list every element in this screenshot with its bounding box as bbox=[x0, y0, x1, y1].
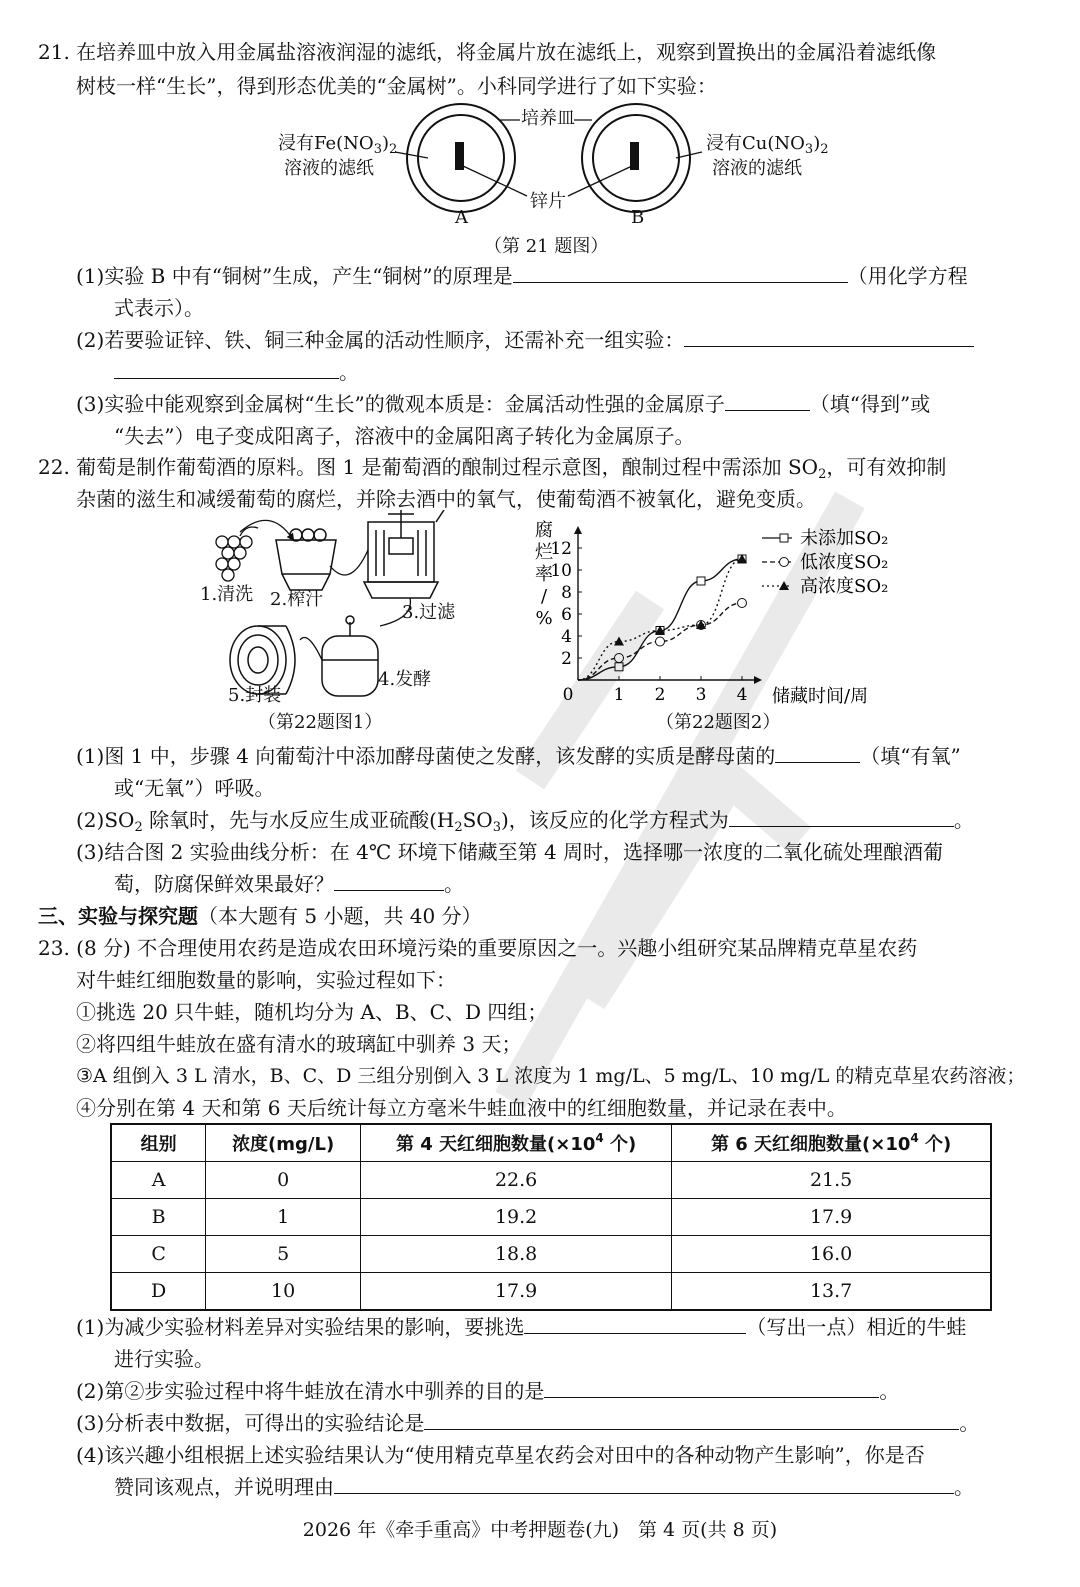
page-footer: 2026 年《牵手重高》中考押题卷(九) 第 4 页(共 8 页) bbox=[302, 1519, 778, 1541]
q22-p1-cont: 或“无氧”）呼吸。 bbox=[114, 776, 275, 800]
q23-p1-cont: 进行实验。 bbox=[114, 1347, 214, 1371]
cell-day4: 22.6 bbox=[361, 1162, 672, 1199]
y-axis-label-char: 腐 bbox=[535, 520, 553, 541]
q23-step4: ④分别在第 4 天和第 6 天后统计每立方毫米牛蛙血液中的红细胞数量，并记录在表中。 bbox=[76, 1096, 847, 1120]
q21-p1: (1)实验 B 中有“铜树”生成，产生“铜树”的原理是 （用化学方程 bbox=[76, 264, 968, 288]
fermenter-icon bbox=[322, 616, 378, 696]
q22-p3-blank[interactable] bbox=[334, 870, 444, 891]
q22-p2-blank[interactable] bbox=[729, 806, 954, 827]
q23-p3-blank[interactable] bbox=[424, 1409, 959, 1430]
th-group: 组别 bbox=[111, 1124, 206, 1162]
cell-group: B bbox=[111, 1199, 206, 1236]
q23-p4: (4)该兴趣小组根据上述实验结果认为“使用精克草星农药会对田中的各种动物产生影响”，你是否 bbox=[76, 1443, 925, 1467]
th-concentration: 浓度(mg/L) bbox=[206, 1124, 361, 1162]
juicer-icon bbox=[276, 529, 336, 590]
y-tick-label: 8 bbox=[561, 583, 572, 603]
cell-day6: 13.7 bbox=[672, 1273, 991, 1311]
q21-stem-line2: 树枝一样“生长”，得到形态优美的“金属树”。小科同学进行了如下实验： bbox=[76, 74, 717, 98]
cell-day6: 16.0 bbox=[672, 1236, 991, 1273]
y-axis-label-char: 率 bbox=[535, 564, 553, 585]
y-tick-label: 4 bbox=[561, 627, 572, 647]
q23-p3: (3)分析表中数据，可得出的实验结论是 。 bbox=[76, 1411, 980, 1435]
fig21-label-b: B bbox=[631, 207, 645, 228]
q22-p2: $(2)SO_2$ 除氧时，先与水反应生成亚硫酸$(H_2SO_3)$，该反应的化学方程式为 。 bbox=[76, 808, 974, 835]
point-triangle bbox=[614, 637, 624, 646]
fig22-1-step5: 5.封装 bbox=[228, 685, 282, 706]
q21-p2-blank[interactable] bbox=[684, 326, 974, 347]
legend-square bbox=[780, 534, 788, 542]
fig21-zinc-label: 锌片 bbox=[530, 191, 566, 212]
cell-day4: 18.8 bbox=[361, 1236, 672, 1273]
q21-p1-cont: 式表示）。 bbox=[114, 296, 204, 320]
cell-concentration: 5 bbox=[206, 1236, 361, 1273]
cell-concentration: 10 bbox=[206, 1273, 361, 1311]
fig21-right-label: 浸有$Cu(NO_3)_2$ bbox=[706, 133, 829, 157]
y-tick-label: 2 bbox=[561, 649, 572, 669]
cell-day6: 21.5 bbox=[672, 1162, 991, 1199]
q21-p2-cont: 。 bbox=[114, 358, 359, 386]
x-axis-label: 储藏时间/周 bbox=[772, 686, 869, 707]
fig22-1-caption: （第22题图1） bbox=[258, 712, 383, 733]
q21-p2: (2)若要验证锌、铁、铜三种金属的活动性顺序，还需补充一组实验： bbox=[76, 326, 974, 354]
x-tick-label: 2 bbox=[654, 685, 666, 705]
q21-p3-blank[interactable] bbox=[725, 390, 810, 411]
fig21-left-label2: 溶液的滤纸 bbox=[284, 158, 374, 179]
q23-p1-blank[interactable] bbox=[524, 1313, 746, 1334]
point-circle bbox=[656, 637, 665, 646]
q23-step1: ①挑选 20 只牛蛙，随机均分为 A、B、C、D 四组； bbox=[76, 1000, 548, 1024]
cell-day4: 19.2 bbox=[361, 1199, 672, 1236]
y-axis-arrow bbox=[574, 526, 582, 534]
x-tick-label: 3 bbox=[695, 685, 707, 705]
fig22-1-step2: 2.榨汁 bbox=[270, 589, 324, 610]
fig21-caption: （第 21 题图） bbox=[484, 236, 609, 257]
q21-p3: (3)实验中能观察到金属树“生长”的微观本质是：金属活动性强的金属原子 （填“得到”或 bbox=[76, 392, 931, 416]
q22-p1-blank[interactable] bbox=[775, 742, 860, 763]
point-square bbox=[615, 663, 623, 671]
q22-p3-cont: 萄，防腐保鲜效果最好？ 。 bbox=[114, 872, 464, 896]
fig22-1-step4: 4.发酵 bbox=[378, 669, 432, 690]
cell-day6: 17.9 bbox=[672, 1199, 991, 1236]
cell-concentration: 1 bbox=[206, 1199, 361, 1236]
q22-fig2-chart bbox=[530, 518, 910, 708]
y-tick-label: 12 bbox=[550, 539, 572, 559]
th-day6: 第 6 天红细胞数量($\times 10^4$ 个) bbox=[672, 1124, 991, 1162]
fig22-1-step3: 3.过滤 bbox=[402, 602, 456, 623]
grapes-icon bbox=[216, 527, 258, 581]
section3-note: （本大题有 5 小题，共 40 分） bbox=[198, 904, 482, 928]
table-row bbox=[111, 1162, 991, 1199]
q23-p4-cont: 赞同该观点，并说明理由 。 bbox=[114, 1475, 974, 1499]
q22-stem-line2: 杂菌的滋生和减缓葡萄的腐烂，并除去酒中的氧气，使葡萄酒不被氧化，避免变质。 bbox=[76, 487, 816, 511]
fig21-right-label2: 溶液的滤纸 bbox=[712, 158, 802, 179]
cell-day4: 17.9 bbox=[361, 1273, 672, 1311]
table-row bbox=[111, 1199, 991, 1236]
y-axis-label-char: 烂 bbox=[535, 542, 553, 563]
y-axis-label-char: % bbox=[535, 608, 553, 629]
legend-label: 低浓度SO₂ bbox=[800, 552, 889, 573]
table-header-row bbox=[111, 1124, 991, 1162]
y-axis-label-char: / bbox=[540, 586, 548, 607]
zinc-strip-a bbox=[455, 142, 464, 170]
q21-p3-cont: “失去”）电子变成阳离子，溶液中的金属阳离子转化为金属原子。 bbox=[114, 424, 695, 448]
y-tick-label: 6 bbox=[561, 605, 572, 625]
table-row bbox=[111, 1236, 991, 1273]
x-tick-label: 1 bbox=[613, 685, 625, 705]
q23-data-table bbox=[110, 1123, 992, 1311]
x-tick-label: 4 bbox=[736, 685, 748, 705]
legend-circle bbox=[780, 558, 789, 567]
x-axis-arrow bbox=[754, 676, 762, 684]
q23-p2-blank[interactable] bbox=[544, 1377, 879, 1398]
y-tick-label: 10 bbox=[550, 561, 572, 581]
fig21-label-a: A bbox=[455, 207, 468, 228]
leader-lines bbox=[395, 120, 702, 196]
fig21-dish-label: 培养皿 bbox=[521, 108, 575, 129]
cell-group: A bbox=[111, 1162, 206, 1199]
q23-stem-line1: 23. (8 分) 不合理使用农药是造成农田环境污染的重要原因之一。兴趣小组研究某品牌精克草星农药 bbox=[38, 936, 918, 960]
legend-label: 高浓度SO₂ bbox=[800, 576, 889, 597]
q21-p2-blank2[interactable] bbox=[114, 358, 339, 379]
fig22-2-caption: （第22题图2） bbox=[656, 712, 781, 733]
q23-p4-blank[interactable] bbox=[334, 1473, 954, 1494]
q22-p3: (3)结合图 2 实验曲线分析：在 4℃ 环境下储藏至第 4 周时，选择哪一浓度的二氧化硫处理酿酒葡 bbox=[76, 840, 944, 864]
fig21-left-label: 浸有$Fe(NO_3)_2$ bbox=[278, 133, 398, 157]
q22-p1: (1)图 1 中，步骤 4 向葡萄汁中添加酵母菌使之发酵，该发酵的实质是酵母菌的 （填“有氧” bbox=[76, 744, 961, 768]
series-line bbox=[578, 559, 742, 680]
point-circle bbox=[615, 654, 624, 663]
cell-group: D bbox=[111, 1273, 206, 1311]
q21-p1-blank[interactable] bbox=[513, 262, 848, 283]
point-circle bbox=[738, 599, 747, 608]
q23-p2: (2)第②步实验过程中将牛蛙放在清水中驯养的目的是 。 bbox=[76, 1379, 900, 1403]
q23-stem-line2: 对牛蛙红细胞数量的影响，实验过程如下： bbox=[76, 968, 456, 992]
section3-heading bbox=[38, 902, 482, 930]
q23-step2: ②将四组牛蛙放在盛有清水的玻璃缸中驯养 3 天； bbox=[76, 1032, 522, 1056]
section3-title: 三、实验与探究题 bbox=[38, 904, 198, 928]
cell-group: C bbox=[111, 1236, 206, 1273]
table-row bbox=[111, 1273, 991, 1311]
point-square bbox=[697, 577, 705, 585]
x-tick-label: 0 bbox=[562, 685, 574, 705]
q23-p1: (1)为减少实验材料差异对实验结果的影响，要挑选 （写出一点）相近的牛蛙 bbox=[76, 1315, 967, 1339]
filter-press-icon bbox=[364, 510, 444, 598]
q22-stem-line1: 22. 葡萄是制作葡萄酒的原料。图 1 是葡萄酒的酿制过程示意图，酿制过程中需添加 $SO_2$，可有效抑制 bbox=[38, 455, 947, 482]
cell-concentration: 0 bbox=[206, 1162, 361, 1199]
legend-label: 未添加SO₂ bbox=[800, 528, 889, 549]
q21-stem-line1: 21. 在培养皿中放入用金属盐溶液润湿的滤纸，将金属片放在滤纸上，观察到置换出的金属沿着滤纸像 bbox=[38, 40, 937, 64]
series-line bbox=[578, 559, 742, 680]
q23-step3: ③A 组倒入 3 L 清水，B、C、D 三组分别倒入 3 L 浓度为 1 mg/L、5 mg/L、10 mg/L 的精克草星农药溶液； bbox=[76, 1065, 1026, 1087]
th-day4: 第 4 天红细胞数量($\times 10^4$ 个) bbox=[361, 1124, 672, 1162]
fig22-1-step1: 1.清洗 bbox=[200, 584, 254, 605]
